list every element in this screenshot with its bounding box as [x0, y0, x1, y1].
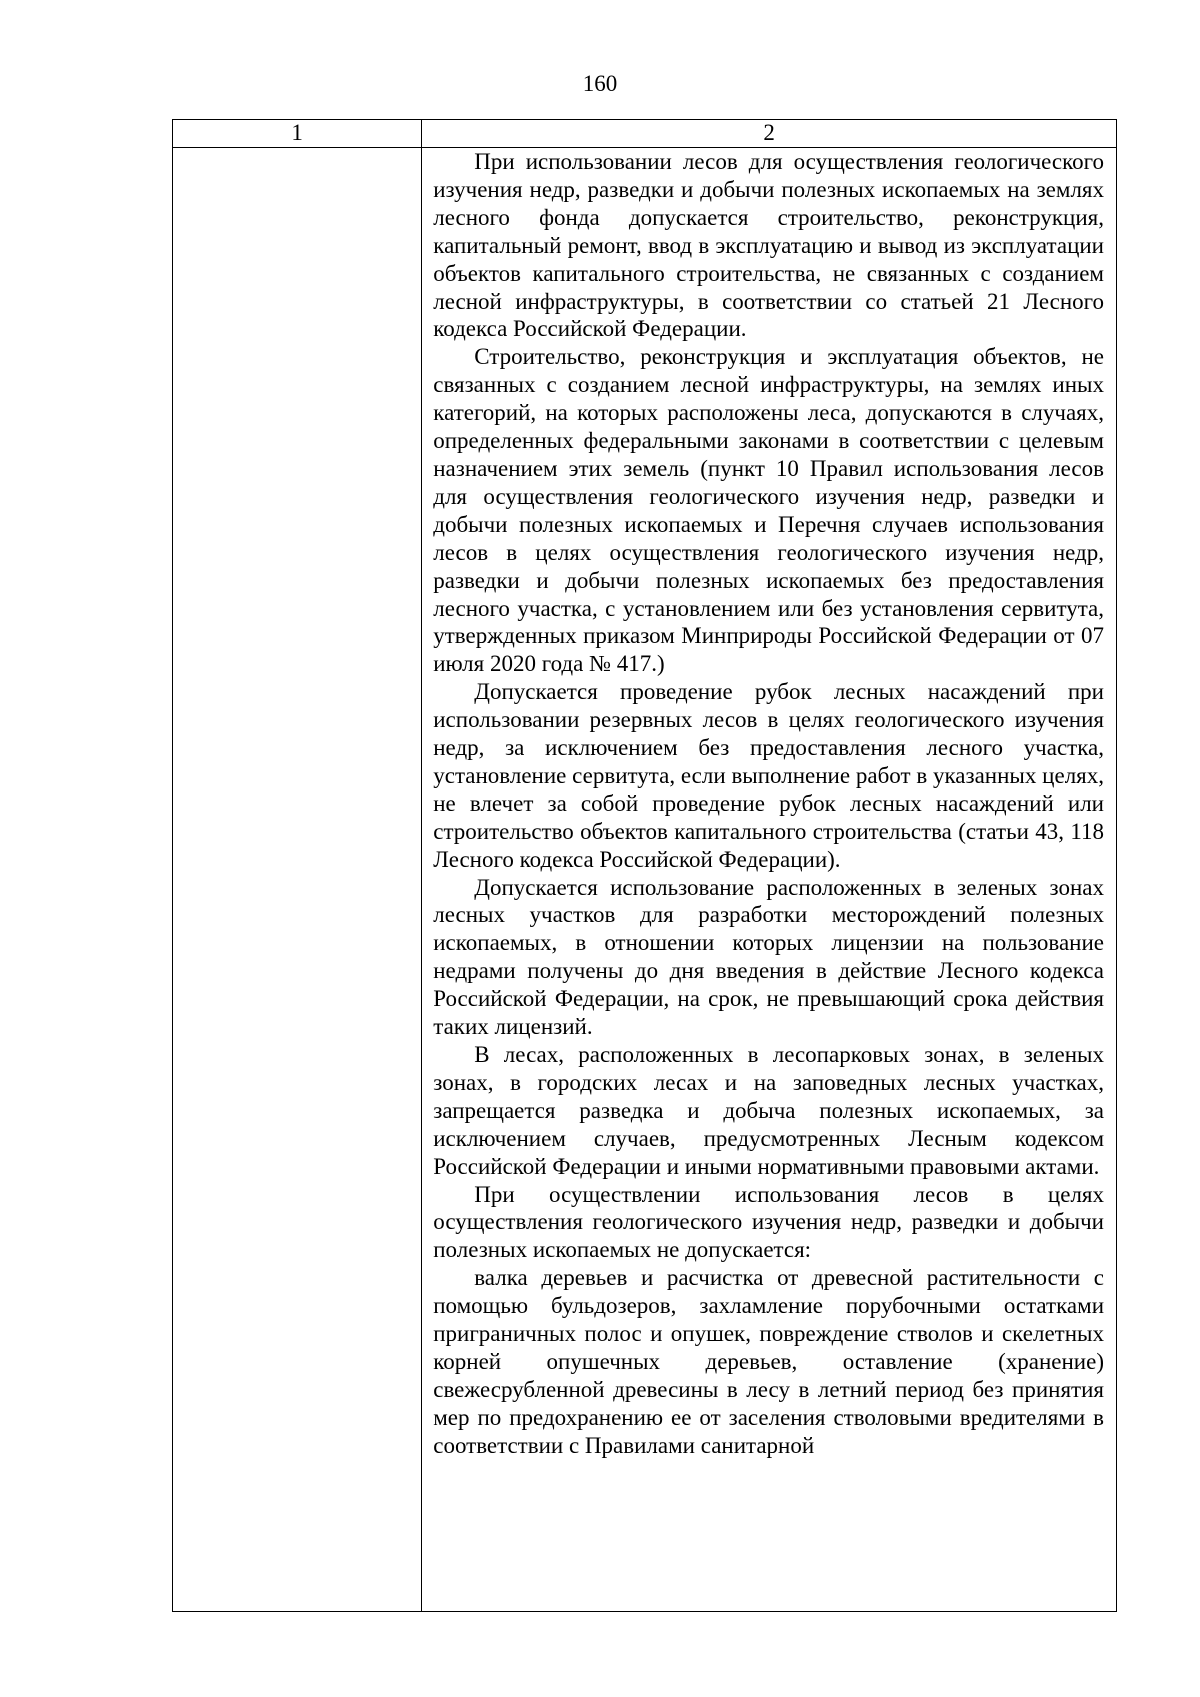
paragraph-construction-on-forest-lands: При использовании лесов для осуществления геологического изучения недр, разведки и добычи полезных ископаемых на землях лесного фонда допускается строительство, реконструкция, капитальный ремонт, ввод в эксплуатацию и вывод из эксплуатации объектов капитального строительства, не связанных с созданием лесной инфраструктуры, в соответствии со статьей 21 Лесного кодекса Российской Федерации. — [433, 149, 1104, 342]
paragraph-green-zones-deposits: Допускается использование расположенных в зеленых зонах лесных участков для разработки месторождений полезных ископаемых, в отношении которых лицензии на пользование недрами получены до дня введения в действие Лесного кодекса Российской Федерации, на срок, не превышающий срока действия таких лицензий. — [433, 874, 1104, 1040]
page-number: 160 — [582, 71, 618, 96]
paragraph-reserve-forests-felling: Допускается проведение рубок лесных насаждений при использовании резервных лесов в целях геологического изучения недр, за исключением без предоставления лесного участка, установление сервитута, если выполнение работ в указанных целях, не влечет за собой проведение рубок лесных насаждений или строительство объектов капитального строительства (статьи 43, 118 Лесного кодекса Российской Федерации). — [433, 679, 1104, 872]
paragraph-not-allowed-intro: При осуществлении использования лесов в целях осуществления геологического изучения недр, разведки и добычи полезных ископаемых не допускается: — [433, 1181, 1104, 1263]
row-column-2-cell — [422, 148, 1117, 1612]
paragraph-not-allowed-felling: валка деревьев и расчистка от древесной растительности с помощью бульдозеров, захламление порубочными остатками приграничных полос и опушек, повреждение стволов и скелетных корней опушечных деревьев, оставление (хранение) свежесрубленной древесины в лесу в летний период без принятия мер по предохранению ее от заселения стволовыми вредителями в соответствии с Правилами санитарной — [433, 1265, 1104, 1458]
row-column-1-cell — [173, 148, 422, 1612]
document-table — [172, 119, 1117, 1612]
table-header-row — [173, 120, 1117, 148]
paragraph-forest-park-zones-prohibition: В лесах, расположенных в лесопарковых зонах, в зеленых зонах, в городских лесах и на заповедных лесных участках, запрещается разведка и добыча полезных ископаемых, за исключением случаев, предусмотренных Лесным кодексом Российской Федерации и иными нормативными правовыми актами. — [433, 1042, 1104, 1179]
column-2-header: 2 — [422, 120, 1117, 148]
paragraph-construction-on-other-lands: Строительство, реконструкция и эксплуатация объектов, не связанных с созданием лесной инфраструктуры, на землях иных категорий, на которых расположены леса, допускаются в случаях, определенных федеральными законами в соответствии с целевым назначением этих земель (пункт 10 Правил использования лесов для осуществления геологического изучения недр, разведки и добычи полезных ископаемых и Перечня случаев использования лесов в целях осуществления геологического изучения недр, разведки и добычи полезных ископаемых без предоставления лесного участка, с установлением или без установления сервитута, утвержденных приказом Минприроды Российской Федерации от 07 июля 2020 года № 417.) — [433, 344, 1104, 677]
column-1-header: 1 — [173, 120, 422, 148]
table-row — [173, 148, 1117, 1612]
